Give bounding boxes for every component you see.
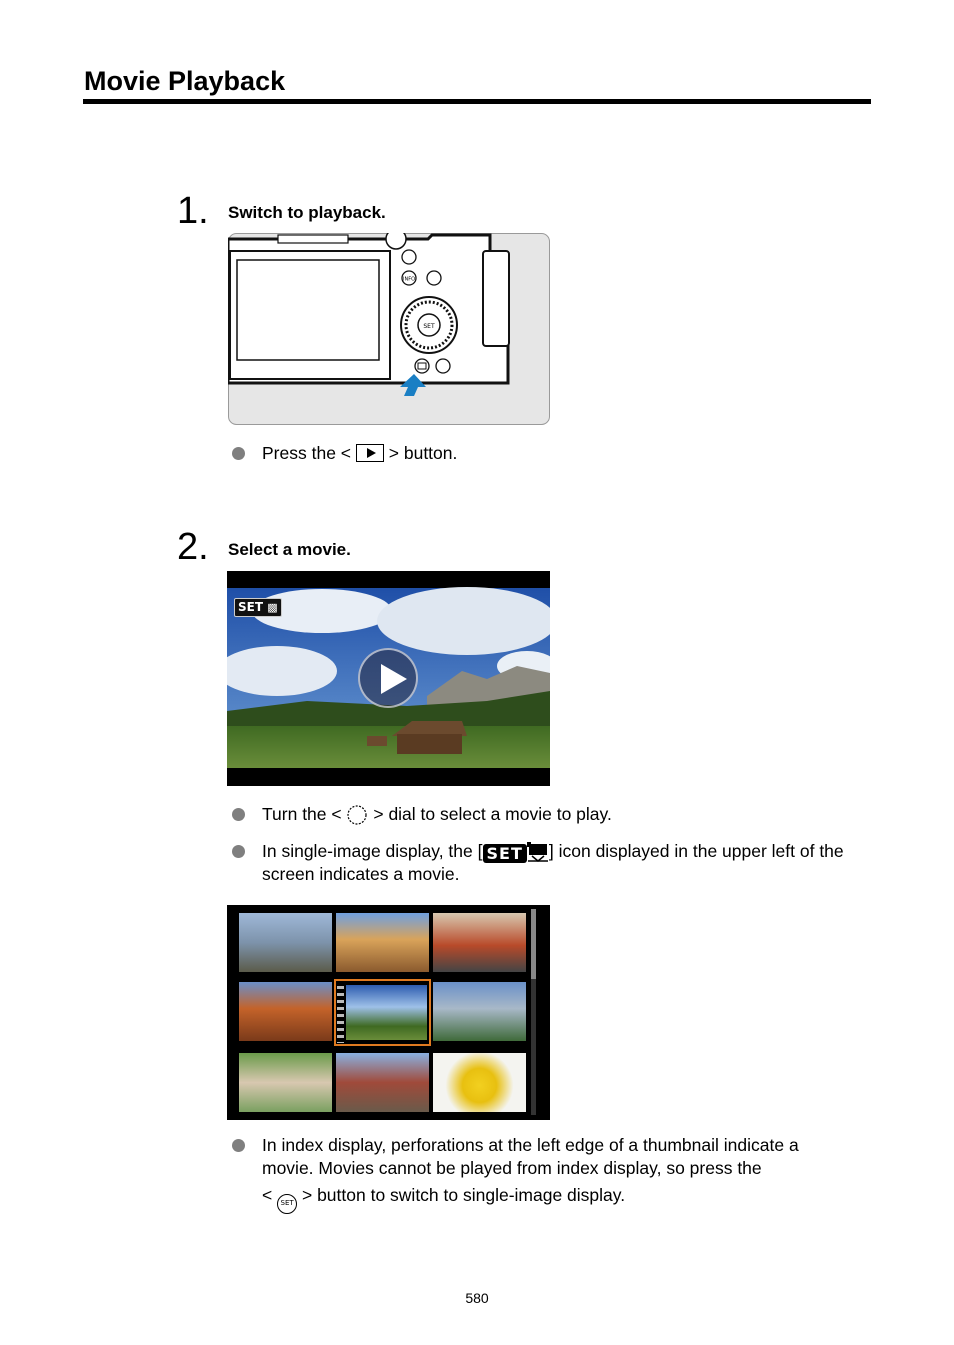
quick-control-dial-icon (346, 804, 368, 826)
bullet-text-before: Press the < (262, 443, 352, 463)
page-number: 580 (465, 1290, 489, 1306)
step-1-title: Switch to playback. (228, 203, 386, 222)
bullet-dot (232, 447, 245, 460)
index-bullet-line-2: movie. Movies cannot be played from index display, so press the (262, 1158, 762, 1178)
index-bullet-line-3 (262, 1184, 882, 1214)
bullet-dot (232, 845, 245, 858)
svg-text:SET: SET (423, 323, 435, 330)
step-2-bullet-2 (262, 840, 872, 886)
step-2-number: 2. (177, 526, 209, 568)
index-bullet-text-before: < (262, 1185, 273, 1205)
thumbnail (239, 1053, 332, 1112)
step-2-title: Select a movie. (228, 540, 351, 559)
bullet-text-after: > dial to select a movie to play. (373, 804, 612, 824)
bullet-text-before: Turn the < (262, 804, 342, 824)
thumbnail (433, 982, 526, 1041)
movie-icon (527, 842, 549, 862)
index-bullet-text-after: > button to switch to single-image display. (301, 1185, 626, 1205)
bullet-text-after: ] icon displayed in the upper left of the screen indicates a movie. (262, 841, 844, 884)
perforation-strip (337, 982, 344, 1043)
thumbnail (433, 913, 526, 972)
play-button-icon (356, 444, 384, 462)
set-badge: SET (483, 844, 527, 863)
page-title: Movie Playback (84, 66, 286, 96)
camera-back-illustration (228, 233, 550, 425)
title-rule (83, 99, 871, 104)
bullet-text-after: > button. (388, 443, 458, 463)
step-1-bullet (262, 442, 457, 465)
movie-icon: ▩ (267, 601, 278, 614)
index-scrollbar (531, 909, 536, 1115)
svg-text:INFO: INFO (402, 276, 416, 283)
thumbnail (433, 1053, 526, 1112)
single-image-movie-screen (227, 571, 550, 786)
thumbnail (336, 913, 429, 972)
play-overlay-icon (358, 648, 418, 708)
bullet-text-before: In single-image display, the [ (262, 841, 483, 861)
thumbnail (239, 982, 332, 1041)
set-overlay-text: SET (238, 600, 264, 614)
index-display-screen (227, 905, 550, 1120)
thumbnail (336, 1053, 429, 1112)
selected-movie-thumbnail (334, 979, 431, 1046)
index-bullet (262, 1134, 882, 1214)
index-bullet-line-1: In index display, perforations at the left edge of a thumbnail indicate a (262, 1135, 799, 1155)
bullet-dot (232, 1139, 245, 1152)
thumbnail (239, 913, 332, 972)
step-2-bullet-1 (262, 803, 612, 826)
step-1-number: 1. (177, 190, 209, 232)
set-button-icon: SET (277, 1194, 297, 1214)
set-movie-overlay-badge (234, 598, 282, 617)
bullet-dot (232, 808, 245, 821)
